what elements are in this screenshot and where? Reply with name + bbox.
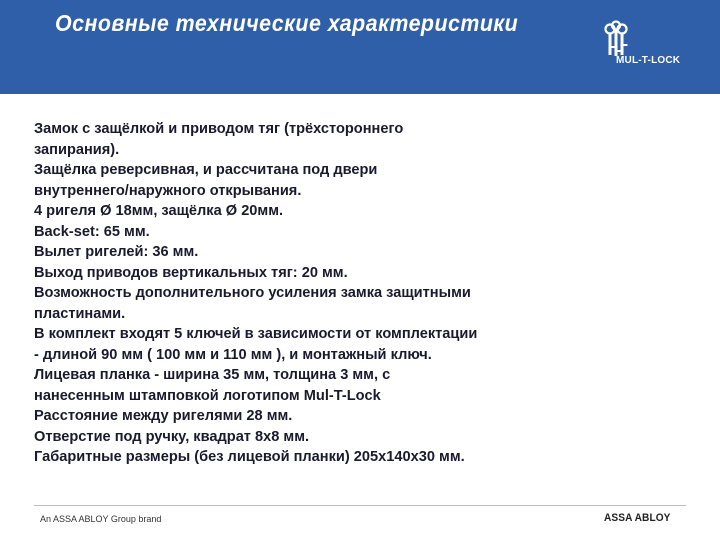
spec-line: Возможность дополнительного усиления замка защитными bbox=[34, 285, 471, 301]
header-banner bbox=[0, 0, 720, 94]
spec-line: нанесенным штамповкой логотипом Mul-T-Lock bbox=[34, 387, 381, 404]
spec-line: Отверстие под ручку, квадрат 8х8 мм. bbox=[34, 428, 310, 445]
spec-line: пластинами. bbox=[34, 305, 126, 322]
spec-line: Замок с защёлкой и приводом тяг (трёхстороннего bbox=[34, 121, 404, 137]
logo-text: MUL-T-LOCK bbox=[616, 55, 681, 66]
spec-line: В комплект входят 5 ключей в зависимости от комплектации bbox=[34, 326, 478, 342]
spec-line: 4 ригеля Ø 18мм, защёлка Ø 20мм. bbox=[34, 203, 284, 219]
spec-line: Габаритные размеры (без лицевой планки) 205х140х30 мм. bbox=[34, 449, 465, 465]
footer-divider bbox=[34, 505, 686, 506]
spec-line: Вылет ригелей: 36 мм. bbox=[34, 244, 199, 260]
footer-brand-note: An ASSA ABLOY Group brand bbox=[40, 514, 162, 524]
specifications-text bbox=[34, 119, 654, 468]
spec-line: Защёлка реверсивная, и рассчитана под двери bbox=[34, 162, 378, 178]
keys-icon bbox=[596, 20, 636, 60]
spec-line: - длиной 90 мм ( 100 мм и 110 мм ), и монтажный ключ. bbox=[34, 346, 432, 363]
spec-line: Back-set: 65 мм. bbox=[34, 223, 150, 240]
spec-line: Лицевая планка - ширина 35 мм, толщина 3 мм, с bbox=[34, 367, 391, 383]
assa-abloy-logo: ASSA ABLOY bbox=[604, 512, 671, 524]
mul-t-lock-logo bbox=[596, 20, 712, 72]
page-title: Основные технические характеристики bbox=[55, 10, 519, 36]
spec-line: Выход приводов вертикальных тяг: 20 мм. bbox=[34, 264, 348, 281]
spec-line: Расстояние между ригелями 28 мм. bbox=[34, 408, 293, 424]
spec-line: внутреннего/наружного открывания. bbox=[34, 182, 302, 199]
spec-line: запирания). bbox=[34, 141, 120, 158]
